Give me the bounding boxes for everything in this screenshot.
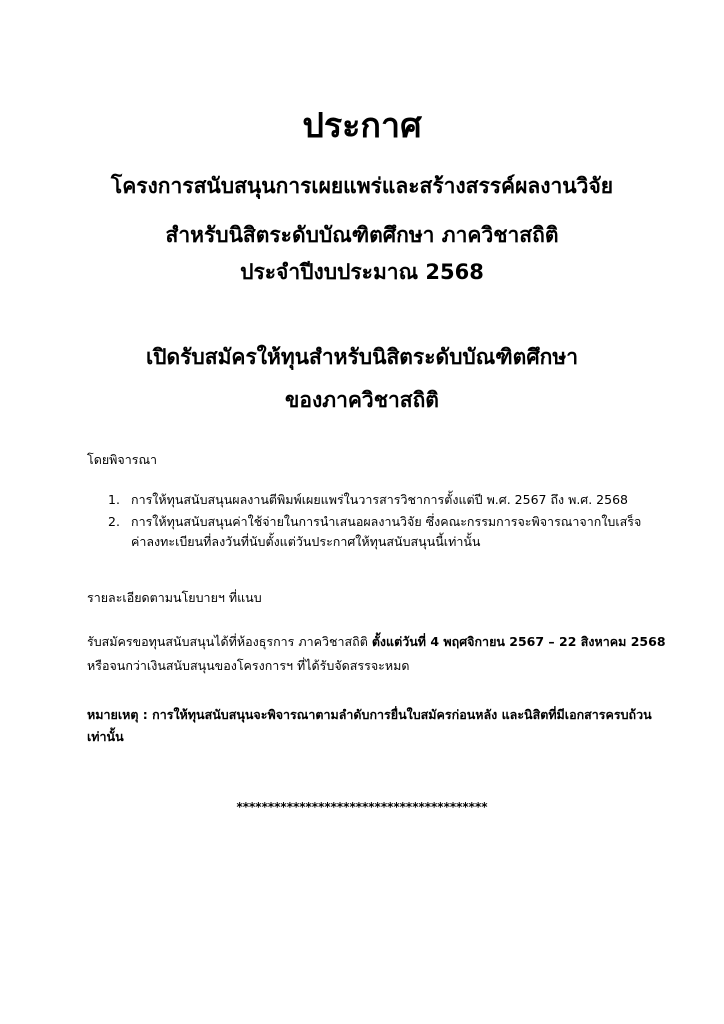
list-item-text-continued: ค่าลงทะเบียนที่ลงวันที่นับตั้งแต่วันประกาศให้ทุนสนับสนุนนี้เท่านั้น bbox=[131, 534, 481, 549]
list-item bbox=[108, 512, 641, 552]
headline-line-1: เปิดรับสมัครให้ทุนสำหรับนิสิตระดับบัณฑิตศึกษา bbox=[146, 345, 578, 369]
application-info-continued: หรือจนกว่าเงินสนับสนุนของโครงการฯ ที่ได้รับจัดสรรจะหมด bbox=[87, 658, 410, 673]
application-period: ตั้งแต่วันที่ 4 พฤศจิกายน 2567 – 22 สิงหาคม 2568 bbox=[371, 634, 666, 649]
fiscal-year: ประจำปีงบประมาณ 2568 bbox=[240, 260, 484, 284]
list-item-text: การให้ทุนสนับสนุนผลงานตีพิมพ์เผยแพร่ในวารสารวิชาการตั้งแต่ปี พ.ศ. 2567 ถึง พ.ศ. 2568 bbox=[131, 492, 628, 507]
remark-line-1: หมายเหตุ : การให้ทุนสนับสนุนจะพิจารณาตามลำดับการยื่นใบสมัครก่อนหลัง และนิสิตที่มีเอกสารครบถ้วน bbox=[87, 707, 652, 722]
list-item-number: 2. bbox=[108, 514, 120, 529]
list-item-text: การให้ทุนสนับสนุนค่าใช้จ่ายในการนำเสนอผลงานวิจัย ซึ่งคณะกรรมการจะพิจารณาจากใบเสร็จ bbox=[131, 514, 642, 529]
page-title: ประกาศ bbox=[302, 106, 422, 146]
application-location: รับสมัครขอทุนสนับสนุนได้ที่ห้องธุรการ ภาควิชาสถิติ bbox=[87, 634, 372, 649]
application-info bbox=[87, 632, 666, 652]
footer-divider: **************************************** bbox=[236, 800, 488, 814]
policy-note: รายละเอียดตามนโยบายฯ ที่แนบ bbox=[87, 590, 262, 605]
headline-line-2: ของภาควิชาสถิติ bbox=[285, 388, 439, 412]
considerations-list bbox=[108, 490, 641, 554]
project-target: สำหรับนิสิตระดับบัณฑิตศึกษา ภาควิชาสถิติ bbox=[165, 223, 559, 247]
list-item bbox=[108, 490, 641, 510]
considerations-intro: โดยพิจารณา bbox=[87, 452, 158, 467]
list-item-number: 1. bbox=[108, 492, 120, 507]
project-name: โครงการสนับสนุนการเผยแพร่และสร้างสรรค์ผลงานวิจัย bbox=[110, 174, 614, 198]
remark-line-2: เท่านั้น bbox=[87, 729, 124, 744]
